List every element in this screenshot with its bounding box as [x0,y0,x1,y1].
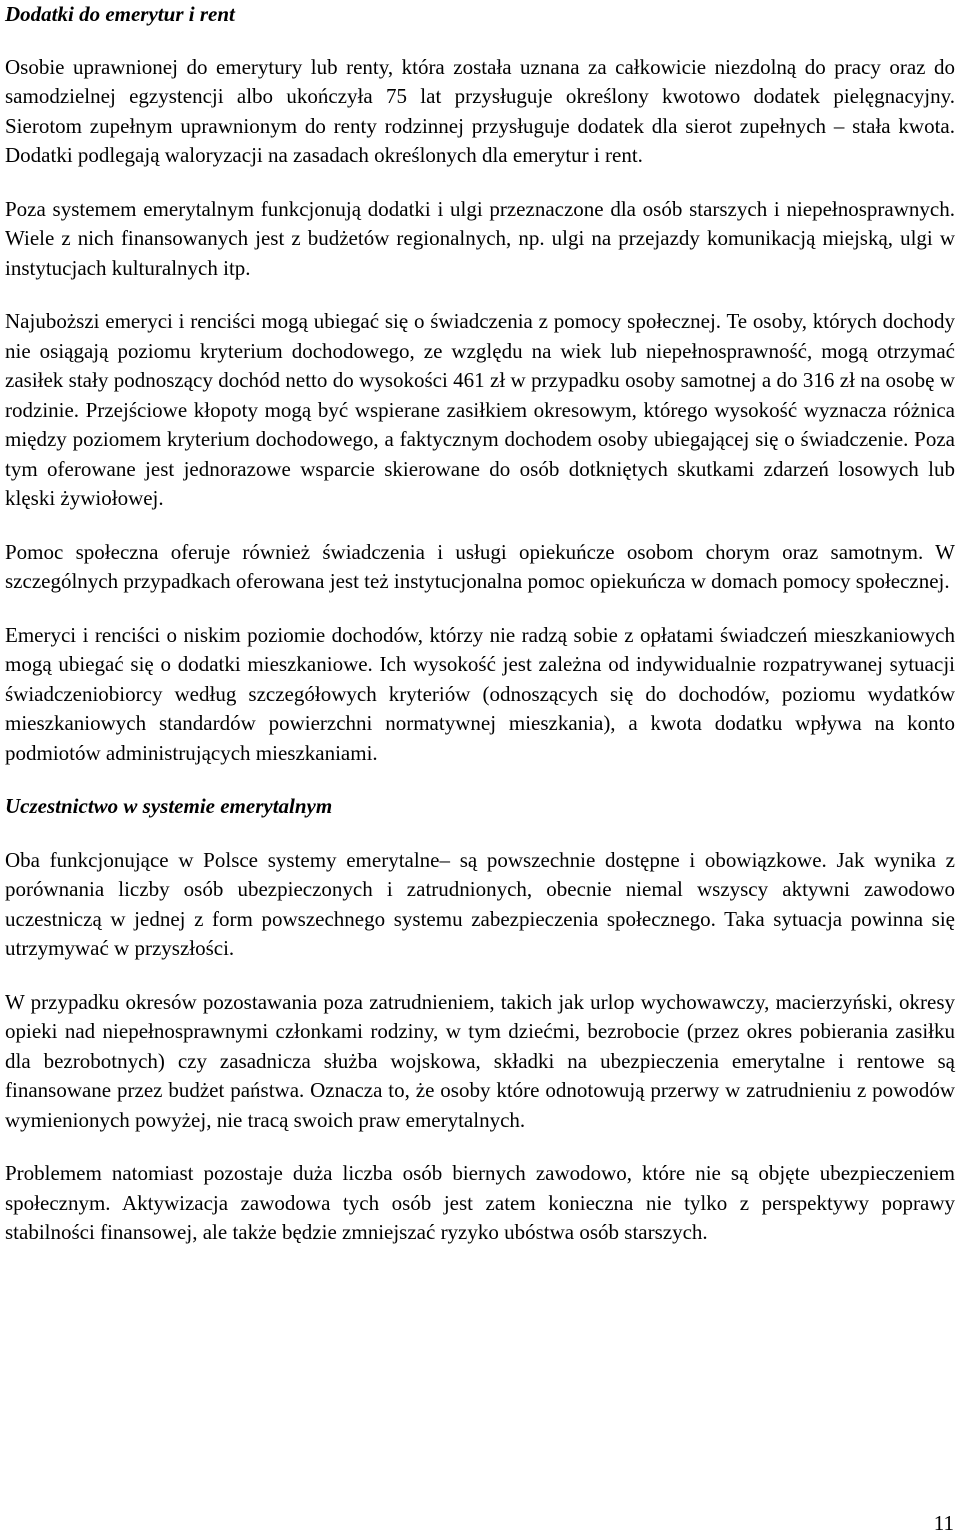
section-heading: Uczestnictwo w systemie emerytalnym [5,794,333,818]
paragraph: Problemem natomiast pozostaje duża liczba osób biernych zawodowo, które nie są objęte ubezpieczeniem społecznym. Aktywizacja zawodowa tych osób jest zatem konieczna nie tylko z perspektywy poprawy stabilności finansowej, ale także będzie zmniejszać ryzyko ubóstwa osób starszych. [5,1161,955,1244]
paragraph: Poza systemem emerytalnym funkcjonują dodatki i ulgi przeznaczone dla osób starszych i niepełnosprawnych. Wiele z nich finansowanych jest z budżetów regionalnych, np. ulgi na przejazdy komunikacją miejską, ulgi w instytucjach kulturalnych itp. [5,196,955,280]
section-uczestnictwo [5,792,955,1248]
paragraph: Pomoc społeczna oferuje również świadczenia i usługi opiekuńcze osobom chorym oraz samotnym. W szczególnych przypadkach oferowana jest też instytucjonalna pomoc opiekuńcza w domach pomocy społecznej. [5,539,955,593]
paragraph: Oba funkcjonujące w Polsce systemy emerytalne– są powszechnie dostępne i obowiązkowe. Jak wynika z porównania liczby osób ubezpieczonych i zatrudnionych, obecnie niemal wszyscy aktywni zawodowo uczestniczą w jednej z form powszechnego systemu zabezpieczenia społecznego. Taka sytuacja powinna się utrzymywać w przyszłości. [5,847,955,960]
paragraph: W przypadku okresów pozostawania poza zatrudnieniem, takich jak urlop wychowawczy, macierzyński, okresy opieki nad niepełnosprawnymi członkami rodziny, w tym dziećmi, bezrobocie (przez okres pobierania zasiłku dla bezrobotnych) czy zasadnicza służba wojskowa, składki na ubezpieczenia emerytalne i rentowe są finansowane przez budżet państwa. Oznacza to, że osoby które odnotowują przerwy w zatrudnieniu z powodów wymienionych powyżej, nie tracą swoich praw emerytalnych. [5,989,955,1132]
paragraph: Osobie uprawnionej do emerytury lub renty, która została uznana za całkowicie niezdolną do pracy oraz do samodzielnej egzystencji albo ukończyła 75 lat przysługuje określony kwotowo dodatek pielęgnacyjny. Sierotom zupełnym uprawnionym do renty rodzinnej przysługuje dodatek dla sierot zupełnych – stała kwota. Dodatki podlegają waloryzacji na zasadach określonych dla emerytur i rent. [5,54,955,167]
page-number: 11 [933,1511,954,1535]
section-heading: Dodatki do emerytur i rent [5,2,235,26]
section-dodatki [5,0,955,768]
document-page [5,0,955,1248]
paragraph: Najuboższi emeryci i renciści mogą ubiegać się o świadczenia z pomocy społecznej. Te osoby, których dochody nie osiągają poziomu kryterium dochodowego, ze względu na wiek lub niepełnosprawność, mogą otrzymać zasiłek stały podnoszący dochód netto do wysokości 461 zł w przypadku osoby samotnej a do 316 zł na osobę w rodzinie. Przejściowe kłopoty mogą być wspierane zasiłkiem okresowym, którego wysokość wyznacza różnica między poziomem kryterium dochodowego, a faktycznym dochodem osoby ubiegającej się o świadczenie. Poza tym oferowane jest jednorazowe wsparcie skierowane do osób dotkniętych skutkami zdarzeń losowych lub klęski żywiołowej. [5,309,955,510]
paragraph: Emeryci i renciści o niskim poziomie dochodów, którzy nie radzą sobie z opłatami świadczeń mieszkaniowych mogą ubiegać się o dodatki mieszkaniowe. Ich wysokość jest zależna od indywidualnie rozpatrywanej sytuacji świadczeniobiorcy według szczegółowych kryteriów (odnoszących się do dochodów, poziomu wydatków mieszkaniowych standardów powierzchni normatywnej mieszkania), a kwota dodatku wpływa na konto podmiotów administrujących mieszkaniami. [5,622,955,765]
